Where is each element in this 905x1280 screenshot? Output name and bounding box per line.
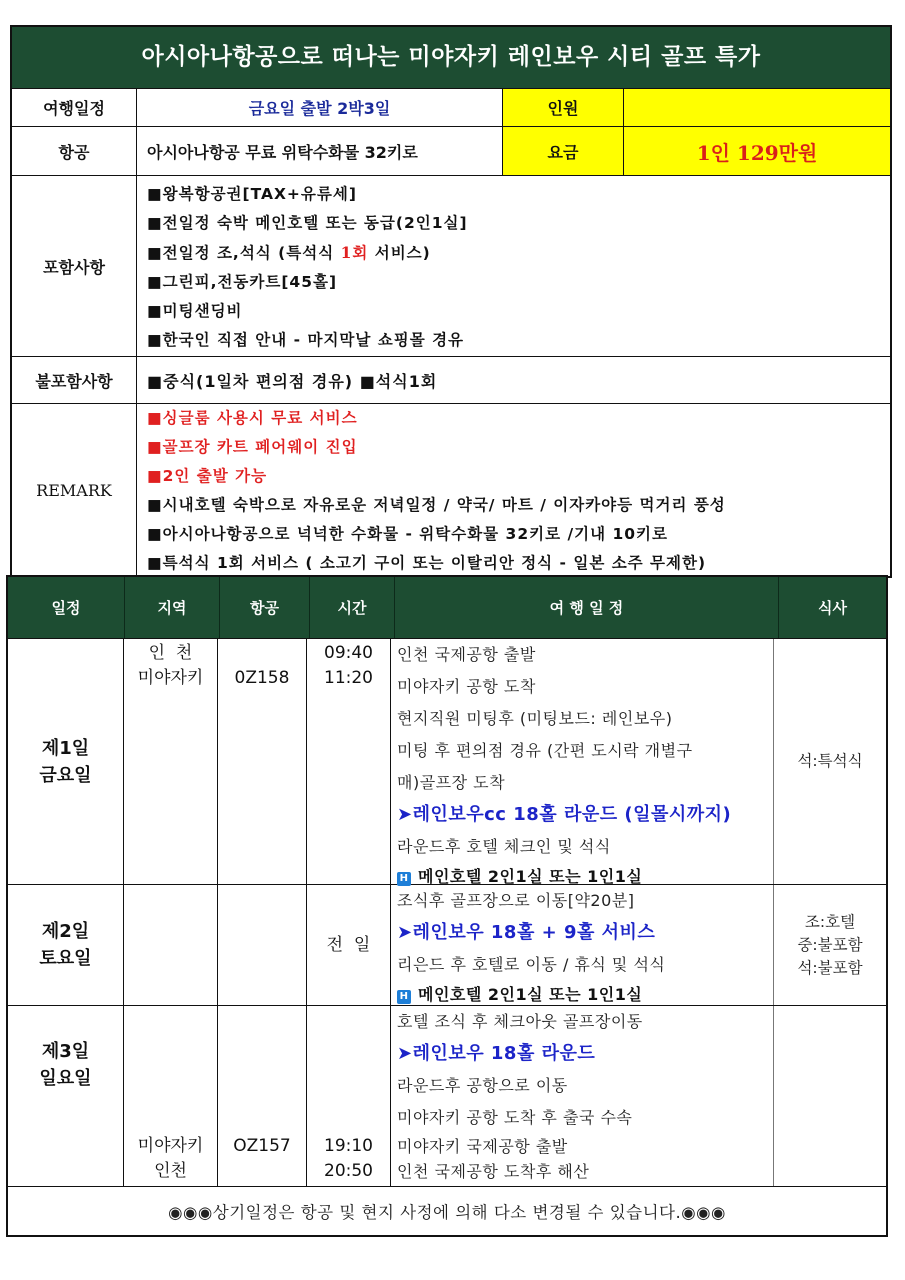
included-row	[12, 176, 890, 357]
meal-cell	[774, 1006, 886, 1186]
region-cell	[124, 885, 218, 1005]
hotel-icon: H	[397, 872, 411, 886]
remark-label: REMARK	[12, 404, 137, 576]
remark-item: ■특석식 1회 서비스 ( 소고기 구이 또는 이탈리안 정식 - 일본 소주 무제한)	[147, 554, 707, 572]
region-cell	[124, 639, 218, 884]
excluded-value: ■중식(1일차 편의점 경유) ■석식1회	[147, 371, 438, 391]
day-number: 제1일	[41, 737, 90, 759]
remark-row	[12, 404, 890, 576]
flight-number: OZ157	[233, 1136, 291, 1156]
included-item: ■전일정 숙박 메인호텔 또는 동급(2인1실]	[147, 214, 468, 232]
day-cell	[8, 1006, 124, 1186]
day-weekday: 금요일	[39, 764, 92, 786]
day-row	[8, 638, 886, 884]
pax-value	[624, 89, 890, 126]
arrive-time: 11:20	[324, 668, 373, 688]
header-meal: 식사	[818, 599, 847, 617]
airline-label: 항공	[12, 127, 137, 175]
day-number: 제2일	[41, 921, 90, 942]
plan-cell	[391, 1006, 774, 1186]
fare-value: 1인 129만원	[624, 127, 890, 175]
plan-line: 매)골프장 도착	[397, 773, 506, 792]
airline-value: 아시아나항공 무료 위탁수화물 32키로	[137, 127, 503, 175]
plan-golf-line: ➤레인보우 18홀 + 9홀 서비스	[397, 922, 656, 943]
remark-item: ■2인 출발 가능	[147, 467, 268, 485]
hotel-text: 메인호텔 2인1실 또는 1인1실	[418, 867, 643, 886]
meal-cell	[774, 639, 886, 884]
plan-line: 라운드후 호텔 체크인 및 석식	[397, 837, 611, 856]
schedule-label: 여행일정	[12, 89, 137, 126]
header-flight: 항공	[220, 577, 310, 638]
remark-list	[137, 404, 890, 576]
time-cell	[307, 1006, 391, 1186]
day-cell	[8, 639, 124, 884]
depart-time: 19:10	[324, 1136, 373, 1156]
hotel-icon: H	[397, 990, 411, 1004]
remark-item: ■아시아나항공으로 넉넉한 수화물 - 위탁수화물 32키로 /기내 10키로	[147, 525, 668, 543]
day-cell	[8, 885, 124, 1005]
included-label: 포함사항	[12, 176, 137, 356]
plan-line: 리은드 후 호텔로 이동 / 휴식 및 석식	[397, 955, 666, 974]
plan-cell	[391, 639, 774, 884]
plan-line: 조식후 골프장으로 이동[약20분]	[397, 891, 635, 910]
time-cell	[307, 639, 391, 884]
flight-cell	[218, 1006, 307, 1186]
time-all-day: 전 일	[326, 934, 371, 955]
meal-cell	[774, 885, 886, 1005]
hotel-text: 메인호텔 2인1실 또는 1인1실	[418, 985, 643, 1004]
airline-row	[12, 127, 890, 176]
included-item-text: ■전일정 조,석식 (특석식	[147, 244, 341, 262]
plan-hotel-line	[397, 981, 773, 1008]
time-cell	[307, 885, 391, 1005]
schedule-value: 금요일 출발 2박3일	[137, 89, 503, 126]
included-item-highlight: 1회	[340, 243, 369, 262]
day-row	[8, 1005, 886, 1186]
package-info-table	[10, 25, 892, 578]
included-item	[147, 238, 890, 268]
plan-line: 인천 국제공항 도착후 해산	[397, 1162, 590, 1181]
flight-number: 0Z158	[234, 668, 290, 688]
flight-cell	[218, 885, 307, 1005]
region-cell	[124, 1006, 218, 1186]
arrive-time: 20:50	[324, 1161, 373, 1181]
day-number: 제3일	[41, 1041, 90, 1062]
region-from: 미야자키	[137, 1136, 204, 1156]
plan-golf-line: ➤레인보우cc 18홀 라운드 (일몰시까지)	[397, 804, 732, 825]
plan-line: 라운드후 공항으로 이동	[397, 1076, 568, 1095]
fare-label: 요금	[503, 127, 624, 175]
schedule-row	[12, 89, 890, 127]
plan-line: 인천 국제공항 출발	[397, 645, 536, 664]
flight-cell	[218, 639, 307, 884]
meal-item: 석:특석식	[797, 752, 863, 770]
itinerary-footnote: ◉◉◉상기일정은 항공 및 현지 사정에 의해 다소 변경될 수 있습니다.◉◉◉	[8, 1186, 886, 1235]
remark-item: ■싱글룸 사용시 무료 서비스	[147, 409, 358, 427]
header-region: 지역	[125, 577, 220, 638]
header-time: 시간	[310, 577, 395, 638]
included-item: ■그린피,전동카트[45홀]	[147, 273, 338, 291]
day-weekday: 토요일	[39, 948, 92, 969]
remark-item: ■시내호텔 숙박으로 자유로운 저녁일정 / 약국/ 마트 / 이자카야등 먹거리 풍성	[147, 496, 726, 514]
included-item-text: 서비스)	[368, 244, 431, 262]
plan-line: 미야자키 공항 도착	[397, 677, 536, 696]
day-row	[8, 884, 886, 1005]
plan-line: 미야자키 국제공항 출발	[397, 1137, 568, 1156]
header-plan: 여 행 일 정	[395, 577, 779, 638]
day-weekday: 일요일	[39, 1068, 92, 1089]
included-list	[137, 176, 890, 356]
depart-time: 09:40	[324, 643, 373, 663]
plan-line: 현지직원 미팅후 (미팅보드: 레인보우)	[397, 709, 673, 728]
meal-item: 조:호텔	[804, 912, 856, 931]
excluded-label: 불포함사항	[12, 357, 137, 403]
plan-golf-line: ➤레인보우 18홀 라운드	[397, 1043, 596, 1064]
plan-line: 미야자키 공항 도착 후 출국 수속	[397, 1108, 633, 1127]
included-item: ■한국인 직접 안내 - 마지막날 쇼핑몰 경유	[147, 331, 465, 349]
package-title: 아시아나항공으로 떠나는 미야자키 레인보우 시티 골프 특가	[12, 27, 890, 89]
included-item: ■왕복항공권[TAX+유류세]	[147, 185, 357, 203]
itinerary-table	[6, 575, 888, 1237]
remark-item: ■골프장 카트 페어웨이 진입	[147, 438, 358, 456]
plan-line: 호텔 조식 후 체크아웃 골프장이동	[397, 1012, 643, 1031]
plan-cell	[391, 885, 774, 1005]
included-item: ■미팅샌딩비	[147, 302, 243, 320]
region-to: 미야자키	[137, 668, 204, 688]
header-day: 일정	[8, 577, 125, 638]
meal-item: 석:불포함	[797, 958, 863, 977]
meal-item: 중:불포함	[797, 935, 863, 954]
plan-line: 미팅 후 편의점 경유 (간편 도시락 개별구	[397, 741, 693, 760]
region-from: 인 천	[148, 643, 193, 663]
pax-label: 인원	[503, 89, 624, 126]
itinerary-header	[8, 577, 886, 638]
excluded-row	[12, 357, 890, 404]
region-to: 인천	[154, 1161, 187, 1181]
